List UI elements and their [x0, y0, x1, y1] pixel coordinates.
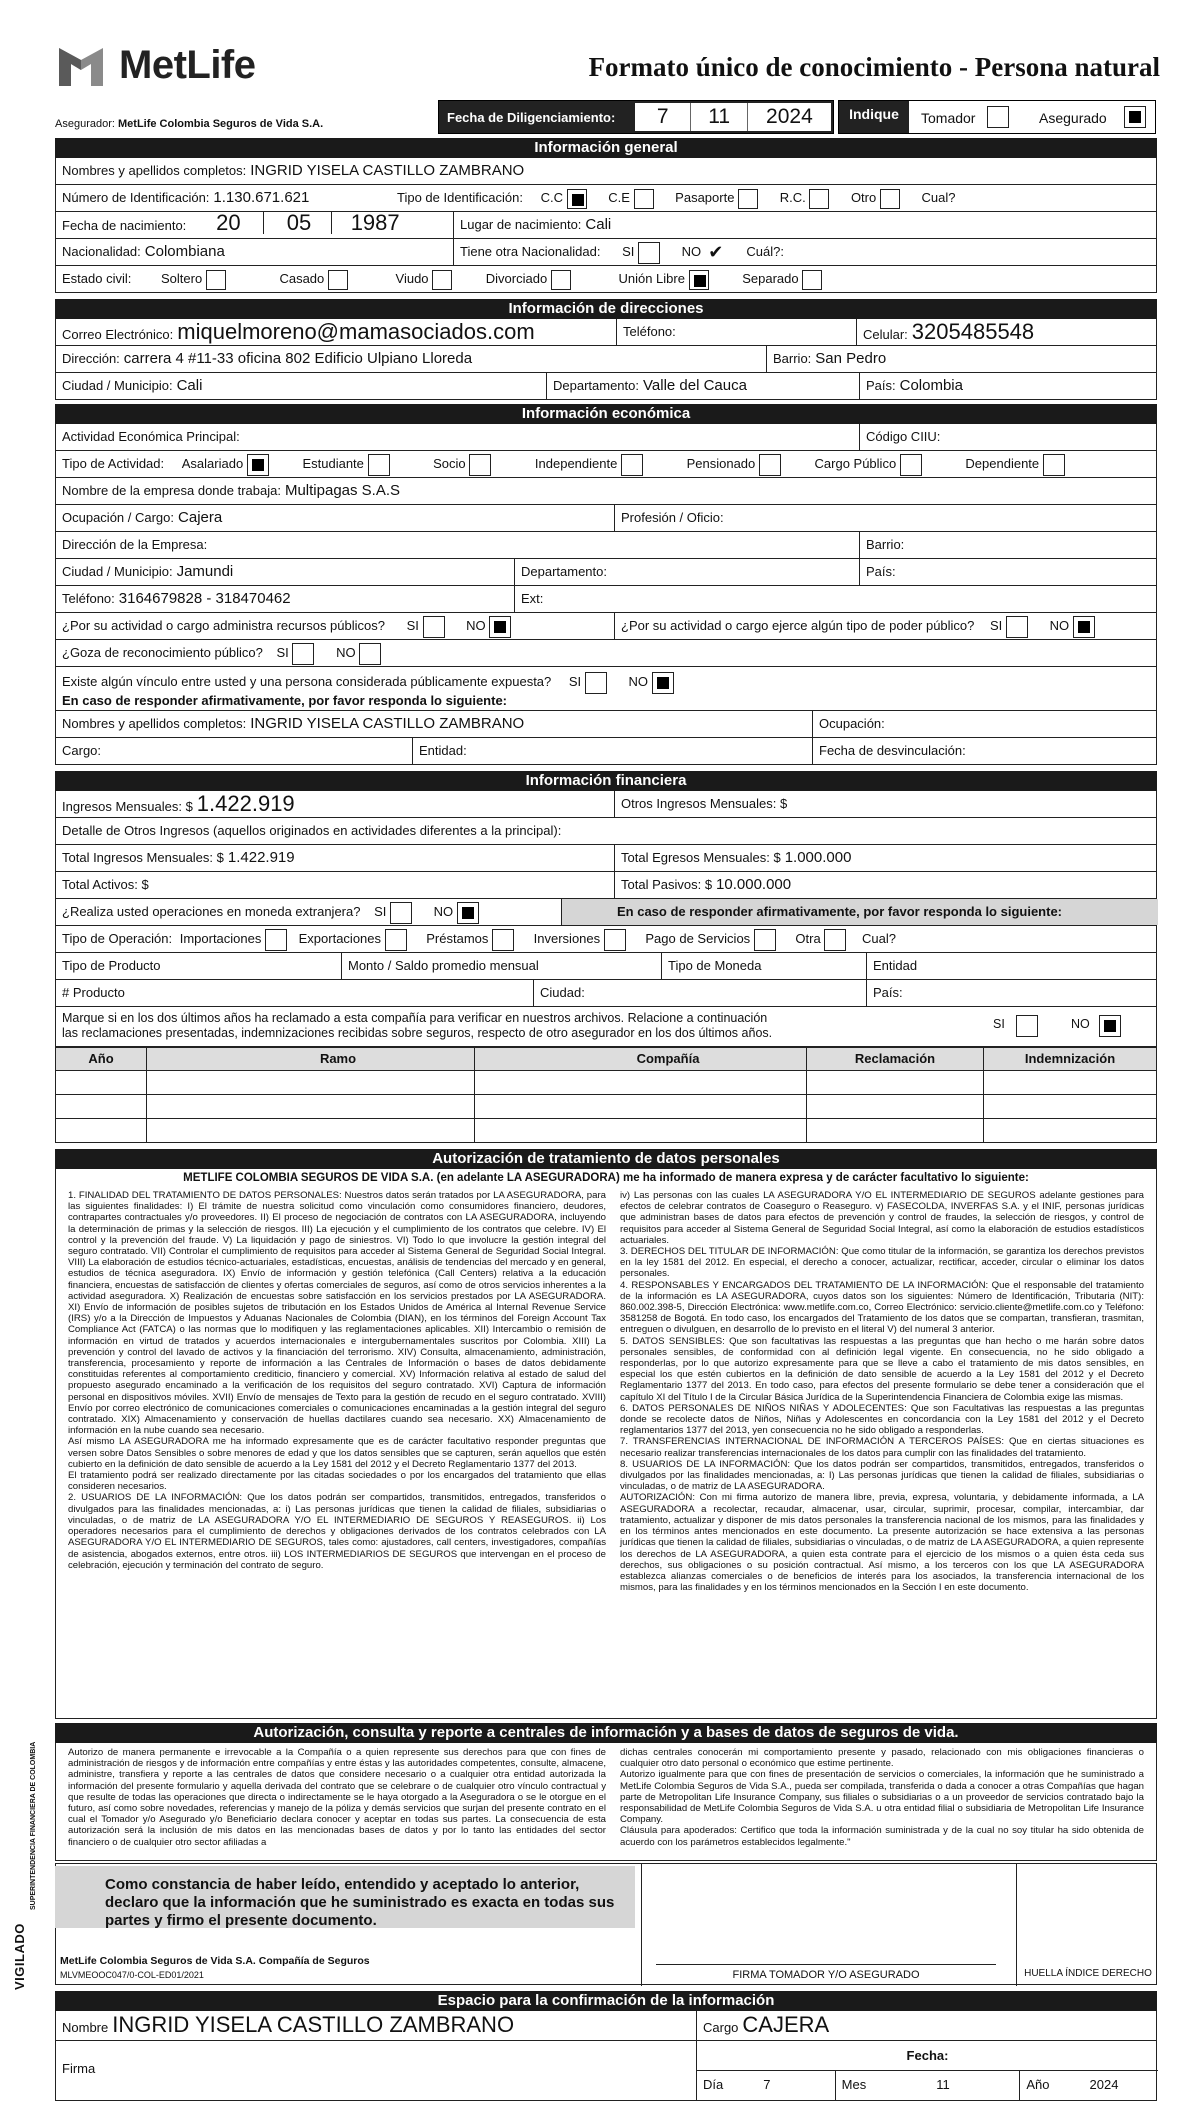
conf-cargo-value[interactable]: CAJERA — [742, 2012, 830, 2037]
emp-pais-label: País: — [866, 564, 896, 579]
total-ing-label: Total Ingresos Mensuales: $ — [62, 850, 224, 865]
emp-ext-label: Ext: — [521, 591, 544, 606]
row-tipo-actividad — [55, 451, 1157, 478]
pep-ocupacion-label: Ocupación: — [819, 716, 885, 731]
pasivos-value[interactable]: 10.000.000 — [716, 876, 792, 893]
conf-anio[interactable] — [1020, 2071, 1158, 2100]
vigilado-label: VIGILADO — [12, 1923, 27, 1990]
row-emp-ciudad — [55, 559, 1157, 586]
datos-col1 — [68, 1190, 606, 1571]
row-extranjera — [55, 899, 1157, 926]
tipo-op-label: Tipo de Operación: — [62, 931, 173, 946]
row-pep-cargo — [55, 738, 1157, 765]
celular-value[interactable]: 3205485548 — [911, 319, 1035, 344]
consulta-col2 — [620, 1747, 1144, 1848]
otra-nac-no-checkmark-icon[interactable]: ✔ — [705, 242, 727, 264]
q-vinculo-si-checkbox[interactable] — [585, 672, 607, 694]
conf-dia-value: 7 — [763, 2077, 771, 2092]
extranjera-label: ¿Realiza usted operaciones en moneda extranjera? — [62, 904, 361, 919]
op-prestamos-label: Préstamos — [426, 931, 489, 946]
col-compania: Compañía — [474, 1048, 861, 1070]
datos-usuarios-cont: iv) Las personas con las cuales LA ASEGURADORA Y/O EL INTERMEDIARIO DE SEGUROS adelante gestiones para efectos de celebrar contratos de Coaseguro o Reaseguro. v) FASECOLDA, INVERFAS S.A. y el INIF, personas jurídicas que administran bases de datos para efectos de prevención y control de fraudes, la selección de riesgos, y control de requisitos para acceder al Sistema General de Seguridad Social Integral, así como la elaboración de estudios estadísticos actuariales. — [620, 1190, 1144, 1246]
estado-union-label: Unión Libre — [618, 271, 685, 286]
correo-label: Correo Electrónico: — [62, 327, 174, 342]
col-indemnizacion: Indemnización — [983, 1048, 1156, 1070]
signature-box[interactable] — [671, 1874, 981, 1960]
fecha-anio[interactable]: 2024 — [766, 105, 813, 128]
fin-pais-label: País: — [873, 985, 903, 1000]
pep-cargo-label: Cargo: — [62, 743, 102, 758]
otra-nac-no-label: NO — [681, 244, 702, 259]
telefono-label: Teléfono: — [623, 324, 676, 339]
total-ing-value[interactable]: 1.422.919 — [227, 849, 295, 866]
tipo-estudiante-checkbox[interactable] — [368, 454, 390, 476]
row-dir-empresa — [55, 532, 1157, 559]
section-direcciones: Información de direcciones — [55, 299, 1157, 319]
table-row[interactable] — [55, 1095, 1157, 1119]
q-poder-no-label: NO — [1049, 618, 1070, 633]
nac-anio[interactable]: 1987 — [350, 212, 400, 235]
estado-casado-checkbox[interactable] — [328, 270, 348, 290]
op-inversiones-label: Inversiones — [533, 931, 601, 946]
nac-label: Fecha de nacimiento: — [62, 218, 187, 233]
tomador-checkbox[interactable] — [987, 106, 1009, 128]
tipo-dependiente-checkbox[interactable] — [1043, 454, 1065, 476]
conf-dia-label: Día — [703, 2077, 724, 2092]
emp-ciudad-label: Ciudad / Municipio: — [62, 564, 173, 579]
indique-box — [838, 100, 1156, 134]
asegurador-line — [55, 118, 323, 130]
reclamo-si-label: SI — [993, 1017, 1005, 1031]
activos-label: Total Activos: $ — [62, 877, 149, 892]
emp-tel-label: Teléfono: — [62, 591, 115, 606]
op-inversiones-checkbox[interactable] — [604, 929, 626, 951]
nacionalidad-value[interactable]: Colombiana — [144, 243, 225, 260]
estado-divorciado-checkbox[interactable] — [551, 270, 571, 290]
section-financiera: Información financiera — [55, 771, 1157, 791]
table-row[interactable] — [55, 1119, 1157, 1143]
estado-soltero-checkbox[interactable] — [206, 270, 226, 290]
estado-viudo-label: Viudo — [395, 271, 429, 286]
row-detalle — [55, 818, 1157, 845]
q-poder-label: ¿Por su actividad o cargo ejerce algún tipo de poder público? — [621, 618, 975, 633]
section-economica: Información económica — [55, 404, 1157, 424]
table-row[interactable] — [55, 1071, 1157, 1095]
section-confirmacion: Espacio para la confirmación de la información — [55, 1991, 1157, 2011]
consulta-compartir: Autorizo igualmente para que con fines de presentación de servicios o comerciales, la información que he suministrado a MetLife Colombia Seguros de Vida S.A., pueda ser compilada, transferida o dada a conocer a otras Compañías que hagan parte de Metropolitan Life Insurance Company, sus filiales o subsidiarias o a un proveedor de servicios contratado bajo la responsabilidad de MetLife Colombia Seguros de Vida S.A. u otra entidad filial o subsidiaria de Metropolitan Life Insurance Company. — [620, 1769, 1144, 1826]
row-direccion — [55, 346, 1157, 373]
ocupacion-label: Ocupación / Cargo: — [62, 510, 175, 525]
conf-anio-value: 2024 — [1089, 2077, 1119, 2092]
logo-text: MetLife — [119, 42, 256, 87]
datos-usuarios-2: 8. USUARIOS DE LA INFORMACIÓN: Que los datos podrán ser compartidos, transmitidos, entregados, transferidos o divulgados por las finalidades mencionadas, a: I) Las personas jurídicas que tienen la calidad de filiales, subsidiarias o vinculadas, o de matriz de LA ASEGURADORA. — [620, 1458, 1144, 1493]
extranjera-no-label: NO — [433, 904, 454, 919]
tipo-pensionado-checkbox[interactable] — [759, 454, 781, 476]
consulta-apoderados: Cláusula para apoderados: Certifico que toda la información suministrada y de la cual no soy titular ha sido obtenida de acuerdo con los parámetros establecidos legalmente." — [620, 1825, 1144, 1848]
op-pago-servicios-checkbox[interactable] — [754, 929, 776, 951]
fecha-mes[interactable]: 11 — [691, 103, 747, 131]
op-exportaciones-label: Exportaciones — [298, 931, 382, 946]
q-vinculo-label: Existe algún vínculo entre usted y una persona considerada públicamente expuesta? — [62, 674, 552, 689]
row-emp-telefono — [55, 586, 1157, 613]
page-title: Formato único de conocimiento - Persona natural — [588, 52, 1160, 82]
fecha-values — [635, 103, 831, 131]
ciudad-value[interactable]: Cali — [176, 377, 203, 394]
metlife-logo — [55, 40, 256, 90]
estado-viudo-checkbox[interactable] — [432, 270, 452, 290]
section-datos: Autorización de tratamiento de datos personales — [55, 1149, 1157, 1169]
barrio-value[interactable]: San Pedro — [815, 350, 887, 367]
tipo-pensionado-label: Pensionado — [686, 456, 756, 471]
reclamo-text-2: las reclamaciones presentadas, indemnizaciones recibidas sobre seguros, respecto de otro asegurador en los dos últimos años. — [62, 1026, 773, 1040]
ocupacion-value[interactable]: Cajera — [178, 509, 223, 526]
reclamos-table-header — [55, 1047, 1157, 1071]
nac-mes[interactable]: 05 — [268, 212, 332, 234]
nac-dia[interactable]: 20 — [194, 212, 264, 234]
fecha-dia[interactable]: 7 — [635, 103, 691, 131]
tipo-rc-label: R.C. — [779, 190, 806, 205]
tipo-pasaporte-checkbox[interactable] — [738, 189, 758, 209]
id-label: Número de Identificación: — [62, 190, 210, 205]
q-vinculo-no-checkbox[interactable] — [652, 672, 674, 694]
ingresos-value[interactable]: 1.422.919 — [196, 791, 295, 816]
afirmativo-note: En caso de responder afirmativamente, por favor responda lo siguiente: — [62, 692, 508, 708]
row-ingresos — [55, 791, 1157, 818]
row-reconocimiento — [55, 640, 1157, 667]
conf-cargo-label: Cargo — [703, 2020, 739, 2035]
total-egr-label: Total Egresos Mensuales: $ — [621, 850, 781, 865]
total-egr-value[interactable]: 1.000.000 — [784, 849, 852, 866]
pais-value[interactable]: Colombia — [899, 377, 963, 394]
q-reconocimiento-si-label: SI — [276, 645, 289, 660]
section-consulta: Autorización, consulta y reporte a centrales de información y a bases de datos de seguros de vida. — [55, 1723, 1157, 1743]
op-otra-label: Otra — [795, 931, 821, 946]
q-recursos-si-checkbox[interactable] — [423, 616, 445, 638]
ciiu-label: Código CIIU: — [866, 429, 941, 444]
asegurador-label: Asegurador: — [55, 118, 115, 130]
tipo-ce-checkbox[interactable] — [634, 189, 654, 209]
row-estado-civil — [55, 266, 1157, 293]
conf-mes-label: Mes — [841, 2077, 867, 2092]
extranjera-si-label: SI — [374, 904, 387, 919]
estado-label: Estado civil: — [62, 271, 132, 286]
estado-separado-label: Separado — [742, 271, 799, 286]
nombres-value[interactable]: INGRID YISELA CASTILLO ZAMBRANO — [250, 162, 525, 179]
row-reclamaciones — [55, 1007, 1157, 1047]
depto-value[interactable]: Valle del Cauca — [643, 377, 747, 394]
tipo-socio-checkbox[interactable] — [469, 454, 491, 476]
fin-ciudad-label: Ciudad: — [540, 985, 585, 1000]
row-producto — [55, 953, 1157, 980]
q-recursos-label: ¿Por su actividad o cargo administra recursos públicos? — [62, 618, 385, 633]
lugar-label: Lugar de nacimiento: — [460, 217, 582, 232]
pais-label: País: — [866, 378, 896, 393]
reclamo-no-checkbox[interactable] — [1099, 1015, 1121, 1037]
otra-nac-cual-label: Cuál?: — [746, 244, 784, 259]
row-correo — [55, 319, 1157, 346]
correo-value[interactable]: miquelmoreno@mamasociados.com — [177, 319, 535, 344]
datos-col2 — [620, 1190, 1144, 1593]
datos-usuarios: 2. USUARIOS DE LA INFORMACIÓN: Que los datos podrán ser compartidos, transmitidos, entregados, transferidos o divulgados para las finalidades mencionadas, a: i) Las personas jurídicas que tienen la calidad de filiales, subsidiarias o vinculadas, o de matriz de LA ASEGURADORA Y/O EL INTERMEDIARIO DE SEGUROS Y REASEGUROS. ii) Los operadores necesarios para el cumplimiento de derechos y obligaciones derivados de los contratos celebrados con LA ASEGURADORA Y/O EL INTERMEDIARIO DE SEGUROS, tales como: ajustadores, call centers, investigadores, compañías de asistencia, abogados externos, entre otros. iii) LOS INTERMEDIARIOS DE SEGUROS que intervengan en el proceso de celebración, ejecución y terminación del contrato de seguro. — [68, 1492, 606, 1571]
estado-casado-label: Casado — [279, 271, 325, 286]
row-identificacion — [55, 185, 1157, 212]
row-totales — [55, 845, 1157, 872]
tipo-asalariado-label: Asalariado — [181, 456, 244, 471]
profesion-label: Profesión / Oficio: — [621, 510, 724, 525]
tipo-asalariado-checkbox[interactable] — [247, 454, 269, 476]
datos-tratamiento-nota: El tratamiento podrá ser realizado directamente por las citadas sociedades o por los encargados del tratamiento que ellas consideren necesarios. — [68, 1470, 606, 1493]
row-nacimiento — [55, 212, 1157, 239]
direccion-value[interactable]: carrera 4 #11-33 oficina 802 Edificio Ulpiano Lloreda — [123, 350, 473, 367]
num-producto-label: # Producto — [62, 985, 125, 1000]
lugar-value[interactable]: Cali — [585, 216, 612, 233]
reclamo-text-1: Marque si en los dos últimos años ha reclamado a esta compañía para verificar en nuestros archivos. Relacione a continuación — [62, 1011, 768, 1025]
row-ciudad — [55, 373, 1157, 400]
empresa-label: Nombre de la empresa donde trabaja: — [62, 483, 281, 498]
dir-empresa-label: Dirección de la Empresa: — [62, 537, 208, 552]
q-recursos-no-label: NO — [466, 618, 486, 633]
constancia-text: Como constancia de haber leído, entendido y aceptado lo anterior, declaro que la información que he suministrado es exacta en todas sus partes y firmo el presente documento. — [55, 1866, 635, 1928]
entidad-label: Entidad — [873, 958, 918, 973]
tipo-cual-label: Cual? — [921, 190, 956, 205]
ciudad-label: Ciudad / Municipio: — [62, 378, 173, 393]
datos-transferencias: 7. TRANSFERENCIAS INTERNACIONAL DE INFORMACIÓN A TERCEROS PAÍSES: Que en ciertas situaciones es necesario realizar transferencias internacionales de los datos para cumplir con las finalidades del tratamiento. — [620, 1436, 1144, 1459]
depto-label: Departamento: — [553, 378, 639, 393]
asegurado-label: Asegurado — [1039, 110, 1107, 126]
row-recursos — [55, 613, 1157, 640]
tipo-otro-label: Otro — [850, 190, 877, 205]
col-ramo: Ramo — [146, 1048, 529, 1070]
otra-nac-si-checkbox[interactable] — [638, 242, 660, 264]
tipo-pasaporte-label: Pasaporte — [675, 190, 735, 205]
conf-nombre-label: Nombre — [62, 2020, 109, 2035]
extranjera-si-checkbox[interactable] — [390, 902, 412, 924]
q-poder-si-checkbox[interactable] — [1006, 616, 1028, 638]
nacionalidad-label: Nacionalidad: — [62, 244, 141, 259]
q-recursos-si-label: SI — [406, 618, 419, 633]
huella-label: HUELLA ÍNDICE DERECHO — [1024, 1968, 1152, 1979]
metlife-logo-icon — [55, 40, 107, 90]
tomador-label: Tomador — [921, 110, 976, 126]
op-cual-label: Cual? — [861, 931, 896, 946]
consulta-col1: Autorizo de manera permanente e irrevocable a la Compañía o a quien represente sus derechos para que con fines de administración de riesgos y de información entre compañías y entre éstas y las autoridades competentes, consulte, almacene, administre, transfiera y reporte a las centrales de datos que considere necesario o a cualquier otra entidad autorizada la información del presente formulario y aquella derivada del contrato que se celebrare o de cualquier otro vínculo contractual y que resulte de todas las operaciones que directa o indirectamente se le haya otorgado a la Aseguradora o se le otorgue en el futuro, así como sobre novedades, referencias y manejo de la póliza y demás servicios que surjan del presente contrato en el cual el Tomador y/o Asegurado y/o Beneficiario declara conocer y aceptar en todas sus partes. La consecuencia de esta autorización será la inclusión de mis datos en las mencionadas bases de datos y por lo tanto las entidades del sector financiero o de cualquier otro sector afiliadas a — [68, 1747, 606, 1848]
empresa-value[interactable]: Multipagas S.A.S — [284, 482, 401, 499]
estado-soltero-label: Soltero — [161, 271, 203, 286]
firma-tomador-label: FIRMA TOMADOR Y/O ASEGURADO — [656, 1964, 996, 1981]
emp-tel-value[interactable]: 3164679828 - 318470462 — [118, 590, 291, 607]
header — [0, 0, 1200, 140]
conf-fecha-label: Fecha: — [697, 2041, 1158, 2071]
direccion-label: Dirección: — [62, 351, 120, 366]
conf-dia[interactable] — [697, 2071, 836, 2100]
q-reconocimiento-no-label: NO — [336, 645, 356, 660]
tipo-producto-label: Tipo de Producto — [62, 958, 161, 973]
op-importaciones-checkbox[interactable] — [265, 929, 287, 951]
row-conf-firma — [55, 2041, 1157, 2101]
tipo-cc-checkbox[interactable] — [567, 189, 587, 209]
row-pep-nombres — [55, 711, 1157, 738]
op-importaciones-label: Importaciones — [179, 931, 262, 946]
op-otra-checkbox[interactable] — [824, 929, 846, 951]
detalle-label: Detalle de Otros Ingresos (aquellos originados en actividades diferentes a la principal): — [62, 823, 562, 838]
row-nacionalidad — [55, 239, 1157, 266]
q-reconocimiento-no-checkbox[interactable] — [359, 643, 381, 665]
fingerprint-box[interactable] — [1022, 1870, 1148, 1964]
tipo-otro-checkbox[interactable] — [880, 189, 900, 209]
tipo-rc-checkbox[interactable] — [809, 189, 829, 209]
datos-ninos: 6. DATOS PERSONALES DE NIÑOS NIÑAS Y ADOLECENTES: Que son Facultativas las respuestas a las preguntas donde se recolecte datos de Niños, Niñas y Adolescentes en concordancia con la Ley 1581 del 2012 y el Decreto reglamentarios 1377 del 2013, yen consecuencia no he sido obligado a responderlas. — [620, 1402, 1144, 1437]
superintendencia-label: SUPERINTENDENCIA FINANCIERA DE COLOMBIA — [30, 1741, 37, 1910]
row-conf-nombre — [55, 2011, 1157, 2041]
emp-ciudad-value[interactable]: Jamundi — [176, 563, 234, 580]
row-empresa — [55, 478, 1157, 505]
q-poder-no-checkbox[interactable] — [1073, 616, 1095, 638]
row-tipo-operacion — [55, 926, 1157, 953]
datos-sensibles: 5. DATOS SENSIBLES: Que son facultativas las respuestas a las preguntas que han hecho o me harán sobre datos personales sensibles, de conformidad con al definición legal vigente. En consecuencia, no he sido obligado a responderlas, por lo que autorizo expresamente para que se lleve a cabo el tratamiento de mis datos sensibles, en especial los que estén cubiertos en la definición de dato sensible de acuerdo a la Ley 1581 del 2012 y el Decreto Reglamentario 1377 del 2013. En todo caso, para efectos del presente formulario se debe tener a consideración que el capítulo XI del Título I de la Circular Básica Jurídica de la Superintendencia Financiera de Colombia exige las mismas. — [620, 1335, 1144, 1403]
indique-label: Indique — [839, 101, 909, 133]
pep-nombres-label: Nombres y apellidos completos: — [62, 716, 247, 731]
conf-mes-value: 11 — [936, 2077, 950, 2092]
tipo-dependiente-label: Dependiente — [965, 456, 1040, 471]
col-anio: Año — [88, 1051, 114, 1066]
row-nombres — [55, 158, 1157, 185]
firma-empresa: MetLife Colombia Seguros de Vida S.A. Compañía de Seguros — [60, 1955, 370, 1967]
monto-label: Monto / Saldo promedio mensual — [348, 958, 539, 973]
tipo-cargo-publico-checkbox[interactable] — [900, 454, 922, 476]
tipo-independiente-label: Independiente — [534, 456, 618, 471]
tipo-estudiante-label: Estudiante — [302, 456, 364, 471]
emp-barrio-label: Barrio: — [866, 537, 905, 552]
otra-nac-label: Tiene otra Nacionalidad: — [460, 244, 601, 259]
datos-autorizacion: AUTORIZACIÓN: Con mi firma autorizo de manera libre, previa, expresa, voluntaria, y debidamente informada, a LA ASEGURADORA a recolectar, recaudar, almacenar, usar, circular, suprimir, procesar, compilar, intercambiar, dar tratamiento, actualizar y disponer de mis datos personales la transferencia nacional de los mismos, para las finalidades y en los términos antes mencionados en este documento. La presente autorización se hace extensiva a las personas jurídicas que tienen la calidad de filiales, subsidiarias o vinculadas, o de matriz de LA ASEGURADORA, a quien represente los derechos de LA ASEGURADORA, a quien esta contrate para el ejercicio de los mismos o a quien ésta ceda sus derechos, sus obligaciones o su posición contractual. Así mismo, a los terceros con los que LA ASEGURADORA establezca alianzas comerciales o de beneficios de interés para los asociados, la transferencia internacional de los mismos, para las finalidades y en los términos mencionados en la Sección I en este documento. — [620, 1492, 1144, 1594]
conf-mes[interactable] — [836, 2071, 1021, 2100]
tipo-socio-label: Socio — [433, 456, 466, 471]
row-num-producto — [55, 980, 1157, 1007]
id-value[interactable]: 1.130.671.621 — [213, 189, 310, 206]
tipo-ce-label: C.E — [608, 190, 630, 205]
q-reconocimiento-si-checkbox[interactable] — [292, 643, 314, 665]
reclamo-no-label: NO — [1071, 1017, 1090, 1031]
op-exportaciones-checkbox[interactable] — [385, 929, 407, 951]
estado-union-checkbox[interactable] — [689, 270, 709, 290]
datos-responsables: 4. RESPONSABLES Y ENCARGADOS DEL TRATAMIENTO DE LA INFORMACIÓN: Que el responsable del tratamiento de la información es LA ASEGURADORA, cuyos datos son los siguientes: Número de Identificación, Tributaria (NIT): 860.002.398-5, Dirección Electrónica: www.metlife.com.co, Correo Electrónico: servicio.cliente@metlife.com.co y Teléfono: 3581258 de Bogotá. En todo caso, los encargados del Tratamiento de los datos que se compartan, transfieran, trasmitan, entreguen o divulguen, en desarrollo de lo previsto en el literal V) del numeral 3 anterior. — [620, 1279, 1144, 1336]
tipo-cargo-publico-label: Cargo Público — [814, 456, 897, 471]
firma-codigo: MLVMEOOC047/0-COL-ED01/2021 — [60, 1970, 204, 1980]
otra-nac-si-label: SI — [622, 244, 635, 259]
datos-intro: METLIFE COLOMBIA SEGUROS DE VIDA S.A. (en adelante LA ASEGURADORA) me ha informado de manera expresa y de carácter facultativo lo siguiente: — [183, 1172, 1029, 1184]
fecha-diligenciamiento — [438, 100, 834, 134]
row-vinculo — [55, 667, 1157, 711]
asegurador-value: MetLife Colombia Seguros de Vida S.A. — [118, 118, 324, 130]
emp-depto-label: Departamento: — [521, 564, 607, 579]
reclamo-si-checkbox[interactable] — [1016, 1015, 1038, 1037]
q-poder-si-label: SI — [990, 618, 1003, 633]
tipo-independiente-checkbox[interactable] — [621, 454, 643, 476]
asegurado-checkbox[interactable] — [1124, 106, 1146, 128]
op-prestamos-checkbox[interactable] — [492, 929, 514, 951]
conf-anio-label: Año — [1026, 2077, 1050, 2092]
row-actividad — [55, 424, 1157, 451]
tipo-act-label: Tipo de Actividad: — [62, 456, 165, 471]
extranjera-no-checkbox[interactable] — [457, 902, 479, 924]
tipo-cc-label: C.C — [540, 190, 563, 205]
estado-separado-checkbox[interactable] — [802, 270, 822, 290]
tipo-moneda-label: Tipo de Moneda — [668, 958, 762, 973]
pasivos-label: Total Pasivos: $ — [621, 877, 713, 892]
q-vinculo-no-label: NO — [628, 674, 648, 689]
row-activos — [55, 872, 1157, 899]
estado-divorciado-label: Divorciado — [485, 271, 548, 286]
q-recursos-no-checkbox[interactable] — [489, 616, 511, 638]
fecha-label: Fecha de Diligenciamiento: — [447, 110, 616, 125]
section-general: Información general — [55, 138, 1157, 158]
col-reclamacion: Reclamación — [806, 1048, 983, 1070]
pep-nombres-value[interactable]: INGRID YISELA CASTILLO ZAMBRANO — [250, 715, 525, 732]
actividad-label: Actividad Económica Principal: — [62, 429, 240, 444]
pep-desvinc-label: Fecha de desvinculación: — [819, 743, 966, 758]
q-reconocimiento-label: ¿Goza de reconocimiento público? — [62, 645, 263, 660]
q-vinculo-si-label: SI — [568, 674, 582, 689]
celular-label: Celular: — [863, 327, 908, 342]
nombres-label: Nombres y apellidos completos: — [62, 163, 247, 178]
barrio-label: Barrio: — [773, 351, 812, 366]
datos-derechos: 3. DERECHOS DEL TITULAR DE INFORMACIÓN: Que como titular de la información, se garantiza los derechos previstos en la ley 1581 del 2012. En especial, el derecho a conocer, actualizar, rectificar, acceder, circular o eliminar los datos personales. — [620, 1246, 1144, 1280]
ingresos-label: Ingresos Mensuales: $ — [62, 799, 193, 814]
tipo-id-label: Tipo de Identificación: — [397, 190, 523, 205]
extranjera-afirm-label: En caso de responder afirmativamente, por favor responda lo siguiente: — [617, 904, 1063, 919]
otros-ing-label: Otros Ingresos Mensuales: $ — [621, 796, 788, 811]
row-ocupacion — [55, 505, 1157, 532]
conf-nombre-value[interactable]: INGRID YISELA CASTILLO ZAMBRANO — [112, 2012, 515, 2037]
datos-sensibles-nota: Así mismo LA ASEGURADORA me ha informado expresamente que es de carácter facultativo responder preguntas que versen sobre Datos Sensibles o sobre menores de edad y que los datos sensibles que se capturen, serán aquellos que estén cubierto en la definición de dato sensible de acuerdo a la Ley 1581 del 2012 y el Decreto Reglamentario 1377 del 2013. — [68, 1436, 606, 1470]
pep-entidad-label: Entidad: — [419, 743, 467, 758]
consulta-centrales: dichas centrales conocerán mi comportamiento presente y pasado, relacionado con mis obligaciones financieras o cualquier otro dato personal o económico que estime pertinente. — [620, 1747, 1144, 1770]
conf-firma-label: Firma — [62, 2061, 96, 2076]
op-pago-servicios-label: Pago de Servicios — [645, 931, 751, 946]
datos-finalidad: 1. FINALIDAD DEL TRATAMIENTO DE DATOS PERSONALES: Nuestros datos serán tratados por LA ASEGURADORA, para las siguientes finalidades: I) El trámite de nuestra solicitud como vinculación como consumidores financiero, deudores, contrapartes contractuales y/o proveedores. II) El proceso de negociación de contratos con LA ASEGURADORA, incluyendo la determinación de primas y la selección de riesgos. III) La ejecución y el cumplimiento de los contratos que celebre. IV) El control y la prevención del fraude. V) La liquidación y pago de siniestros. VI) Todo lo que involucre la gestión integral del seguro contratado. VII) Controlar el cumplimiento de requisitos para acceder al Sistema General de Seguridad Social Integral. VIII) La elaboración de estudios técnico-actuariales, estadísticas, encuestas, análisis de tendencias del mercado y en general, estudios de técnica aseguradora. IX) Envío de información y gestión telefónica (Call Centers) relativa a la educación financiera, encuestas de satisfacción de clientes y ofertas comerciales de seguros, así como de otros servicios inherentes a la actividad aseguradora. X) Realización de encuestas sobre satisfacción en los servicios prestados por LA ASEGURADORA. XI) Envío de información de posibles sujetos de tributación en los Estados Unidos de América al Internal Revenue Service (IRS) y/o a la Dirección de Impuestos y Aduanas Nacionales de Colombia (DIAN), en los términos del Foreign Account Tax Compliance Act (FATCA) o las normas que lo modifiquen y las reglamentaciones aplicables. XII) Intercambio o remisión de información en virtud de tratados y acuerdos internacionales e intergubernamentales suscritos por Colombia. XIII) La prevención y control del lavado de activos y la financiación del terrorismo. XIV) Consulta, almacenamiento, administración, transferencia, procesamiento y reporte de información a las Centrales de Información o bases de datos debidamente constituidas referentes al comportamiento crediticio, financiero y comercial. XV) Información relativa al estado de salud del propuesto asegurado encaminado a la verificación de los requisitos del seguro contratado. XVI) Captura de información personal en dispositivos móviles. XVII) Envío de mensajes de Texto para la gestión de recudo en el seguro contratado. XVIII) Envío por correo electrónico de comunicaciones comerciales o comunicaciones encaminadas a la gestión integral del seguro contratado. XIX) Almacenamiento y conservación de huellas dactilares cuando sea necesario. XX) Almacenamiento de información en la nube cuando sea necesario. — [68, 1190, 606, 1437]
